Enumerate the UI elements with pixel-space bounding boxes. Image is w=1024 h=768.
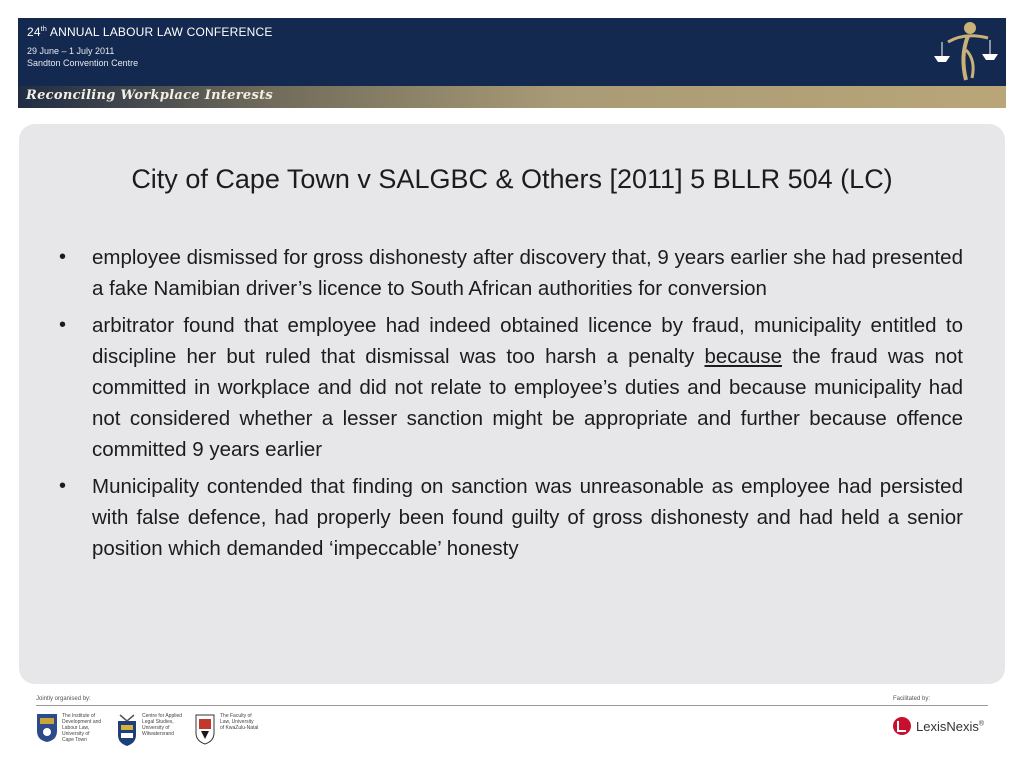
bullet-dot-icon: • bbox=[59, 475, 67, 497]
lexisnexis-logo bbox=[892, 716, 984, 736]
partner-ukzn bbox=[194, 713, 266, 745]
partner-wits bbox=[116, 713, 188, 747]
content-panel bbox=[19, 124, 1005, 684]
footer-divider bbox=[36, 705, 988, 706]
bullet-text: employee dismissed for gross dishonesty after discovery that, 9 years earlier she had presented a fake Namibian driver’s licence to South African authorities for conversion bbox=[92, 246, 963, 300]
wits-crest-icon bbox=[116, 713, 138, 747]
conference-dates: 29 June – 1 July 2011 bbox=[27, 46, 115, 56]
lexisnexis-emblem-icon bbox=[892, 716, 912, 736]
bullet-item bbox=[57, 242, 963, 304]
bullet-text-end: the fraud was not committed in workplace and did not relate to employee’s duties and because municipality had not considered whether a lesser sanction might be appropriate and further because offence committed 9 years earlier bbox=[92, 345, 963, 461]
partner-text: The Faculty of Law, University of KwaZulu-Natal bbox=[220, 713, 259, 731]
partner-text: The Institute of Development and Labour Law, University of Cape Town bbox=[62, 713, 102, 743]
bullet-text-start: arbitrator found that employee had indeed obtained licence by fraud, municipality entitled to discipline her but ruled that dismissal was too harsh a penalty bbox=[92, 314, 963, 368]
tagline-band bbox=[18, 86, 1006, 108]
facilitated-by-label: Facilitated by: bbox=[893, 696, 931, 702]
conference-title: 24th ANNUAL LABOUR LAW CONFERENCE bbox=[27, 25, 273, 39]
scales-of-justice-logo-icon bbox=[930, 20, 1000, 84]
bullet-item bbox=[57, 310, 963, 465]
sponsor-name: LexisNexis® bbox=[916, 718, 985, 734]
conference-venue: Sandton Convention Centre bbox=[27, 58, 139, 68]
bullet-text: Municipality contended that finding on sanction was unreasonable as employee had persisted with false defence, had properly been found guilty of gross dishonesty and had held a senior position which demanded ‘impeccable’ honesty bbox=[92, 475, 963, 560]
partner-uct bbox=[36, 713, 108, 743]
conference-tagline: Reconciling Workplace Interests bbox=[26, 88, 274, 103]
bullet-dot-icon: • bbox=[59, 314, 67, 336]
ukzn-crest-icon bbox=[194, 713, 216, 745]
bullet-text-underlined: because bbox=[704, 345, 782, 368]
partner-text: Centre for Applied Legal Studies, University of Witwatersrand bbox=[142, 713, 183, 737]
bullet-list bbox=[57, 242, 963, 570]
jointly-organised-label: Jointly organised by: bbox=[36, 696, 91, 702]
bullet-dot-icon: • bbox=[59, 246, 67, 268]
slide-title: City of Cape Town v SALGBC & Others [2011] 5 BLLR 504 (LC) bbox=[131, 164, 893, 194]
bullet-item bbox=[57, 471, 963, 564]
uct-crest-icon bbox=[36, 713, 58, 743]
conference-header bbox=[18, 18, 1006, 86]
